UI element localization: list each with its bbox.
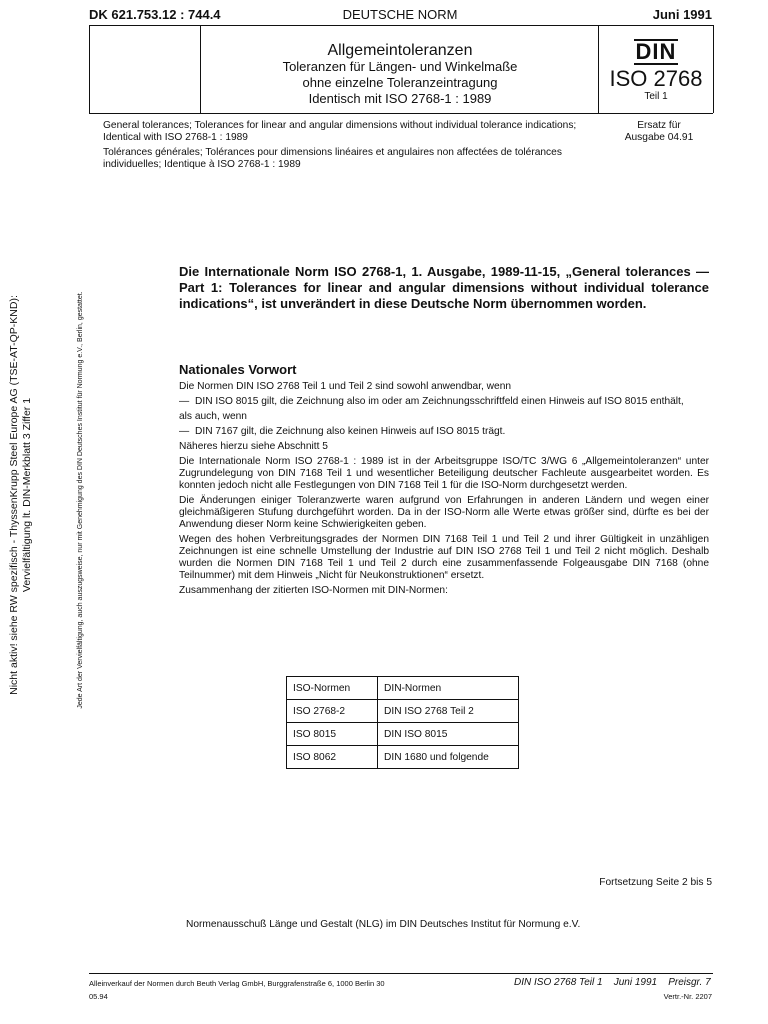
table-header-cell: DIN-Normen: [378, 677, 519, 700]
table-row: [287, 723, 519, 746]
footer-right: [514, 977, 711, 988]
paragraph: als auch, wenn: [179, 411, 247, 422]
copyright-note: Jede Art der Vervielfältigung, auch auszugsweise, nur mit Genehmigung des DIN Deutsches Institut für Normung e.V., Berlin, gestattet.: [77, 291, 84, 709]
side-note-outer-line-1: Nicht aktiv! siehe RW spezifisch - ThyssenKrupp Steel Europe AG (TSE-AT-QP-KND):: [8, 295, 20, 695]
section-heading: Nationales Vorwort: [179, 362, 297, 377]
din-designation: [597, 39, 715, 103]
table-cell: DIN 1680 und folgende: [378, 746, 519, 769]
table-row: [287, 746, 519, 769]
din-number: ISO 2768: [609, 66, 703, 91]
international-titles: [103, 120, 603, 174]
frame-left-line: [89, 25, 90, 113]
frame-title-bottom-line: [89, 113, 713, 114]
norm-mapping-table: [286, 676, 519, 769]
replacement-line-2: Ausgabe 04.91: [624, 132, 694, 143]
footer-norm: DIN ISO 2768 Teil 1: [514, 977, 603, 988]
paragraph: Die Internationale Norm ISO 2768-1 : 1989 ist in der Arbeitsgruppe ISO/TC 3/WG 6 „Allgemeintoleranzen“ unter Zugrundelegung von DIN 7168 Teil 1 und wesentlicher Beteiligung deutscher Fachleute ausgearbeitet worden. Es konnten jedoch nicht alle Festlegungen von DIN 7168 Teil 1 für die ISO-Norm durchgesetzt werden.: [179, 456, 709, 491]
replacement-note: [614, 120, 704, 144]
replacement-line-1: Ersatz für: [637, 120, 681, 131]
distribution-number: Vertr.-Nr. 2207: [663, 992, 712, 1001]
sales-note: Alleinverkauf der Normen durch Beuth Verlag GmbH, Burggrafenstraße 6, 1000 Berlin 30: [89, 979, 385, 988]
document-title: Allgemeintoleranzen: [327, 42, 473, 59]
dash-item-text: DIN 7167 gilt, die Zeichnung also keinen Hinweis auf ISO 8015 trägt.: [195, 426, 506, 437]
committee-note: Normenausschuß Länge und Gestalt (NLG) im DIN Deutsches Institut für Normung e.V.: [186, 919, 581, 930]
dash-item: — DIN ISO 8015 gilt, die Zeichnung also im oder am Zeichnungsschriftfeld einen Hinweis auf ISO 8015 enthält,: [179, 396, 709, 408]
frame-divider-left: [200, 25, 201, 113]
din-part: Teil 1: [644, 91, 668, 102]
subtitle-line-2: ohne einzelne Toleranzeintragung: [302, 75, 498, 90]
standard-type: DEUTSCHE NORM: [342, 7, 458, 22]
table-cell: ISO 8015: [287, 723, 378, 746]
english-title: General tolerances; Tolerances for linear and angular dimensions without individual tolerance indications; Identical with ISO 2768-1 : 1989: [103, 120, 577, 143]
table-cell: DIN ISO 2768 Teil 2: [378, 700, 519, 723]
continuation-note: Fortsetzung Seite 2 bis 5: [599, 877, 712, 888]
paragraph: Wegen des hohen Verbreitungsgrades der Normen DIN 7168 Teil 1 und Teil 2 und ihrer Gültigkeit in unzähligen Zeichnungen ist eine schnelle Umstellung der Industrie auf DIN ISO 2768 Teil 1 und Teil 2 nicht möglich. Deshalb wurden die Normen DIN 7168 Teil 1 und Teil 2 durch eine zusammenfassende Folgeausgabe DIN 7168 (ohne Teilnummer) mit dem Hinweis „Nicht für Neukonstruktionen“ ersetzt.: [179, 534, 709, 581]
table-cell: ISO 8062: [287, 746, 378, 769]
footer-line: [89, 973, 713, 974]
footer-date: Juni 1991: [613, 977, 658, 988]
table-cell: ISO 2768-2: [287, 700, 378, 723]
foreword-body: [179, 381, 709, 600]
paragraph: Näheres hierzu siehe Abschnitt 5: [179, 441, 328, 452]
table-cell: DIN ISO 8015: [378, 723, 519, 746]
lead-paragraph: Die Internationale Norm ISO 2768-1, 1. Ausgabe, 1989-11-15, „General tolerances — Part 1: Tolerances for linear and angular dimensions without individual tolerance indications“, ist unverändert in diese Deutsche Norm übernommen worden.: [179, 264, 709, 311]
side-note-outer-line-2: Vervielfältigung lt. DIN-Merkblatt 3 Ziffer 1: [21, 397, 33, 593]
paragraph: Zusammenhang der zitierten ISO-Normen mit DIN-Normen:: [179, 585, 448, 596]
price-group: Preisgr. 7: [668, 977, 711, 988]
print-code: 05.94: [89, 992, 108, 1001]
paragraph: Die Normen DIN ISO 2768 Teil 1 und Teil 2 sind sowohl anwendbar, wenn: [179, 381, 512, 392]
footer-left: [89, 977, 385, 1003]
issue-date: Juni 1991: [652, 7, 712, 22]
din-logo: DIN: [635, 39, 677, 64]
dash-item-text: DIN ISO 8015 gilt, die Zeichnung also im oder am Zeichnungsschriftfeld einen Hinweis auf ISO 8015 enthält,: [195, 396, 684, 407]
subtitle-line-1: Toleranzen für Längen- und Winkelmaße: [282, 59, 518, 74]
frame-top-line: [89, 25, 713, 26]
paragraph: Die Änderungen einiger Toleranzwerte waren aufgrund von Erfahrungen in anderen Ländern und wegen einer gleichmäßigeren Stufung durchgeführt worden. Da in der ISO-Norm alle Werte etwas größer sind, dürfte es bei der Anwendung dieser Norm keine Schwierigkeiten geben.: [179, 495, 709, 530]
title-block: [205, 43, 595, 107]
subtitle-line-3: Identisch mit ISO 2768-1 : 1989: [308, 91, 492, 106]
table-row: [287, 700, 519, 723]
table-header-row: [287, 677, 519, 700]
dash-item: — DIN 7167 gilt, die Zeichnung also keinen Hinweis auf ISO 8015 trägt.: [179, 426, 709, 438]
dk-number: DK 621.753.12 : 744.4: [89, 7, 221, 22]
french-title: Tolérances générales; Tolérances pour dimensions linéaires et angulaires non affectées de tolérances individuelles; Identique à ISO 2768-1 : 1989: [103, 147, 562, 170]
table-header-cell: ISO-Normen: [287, 677, 378, 700]
